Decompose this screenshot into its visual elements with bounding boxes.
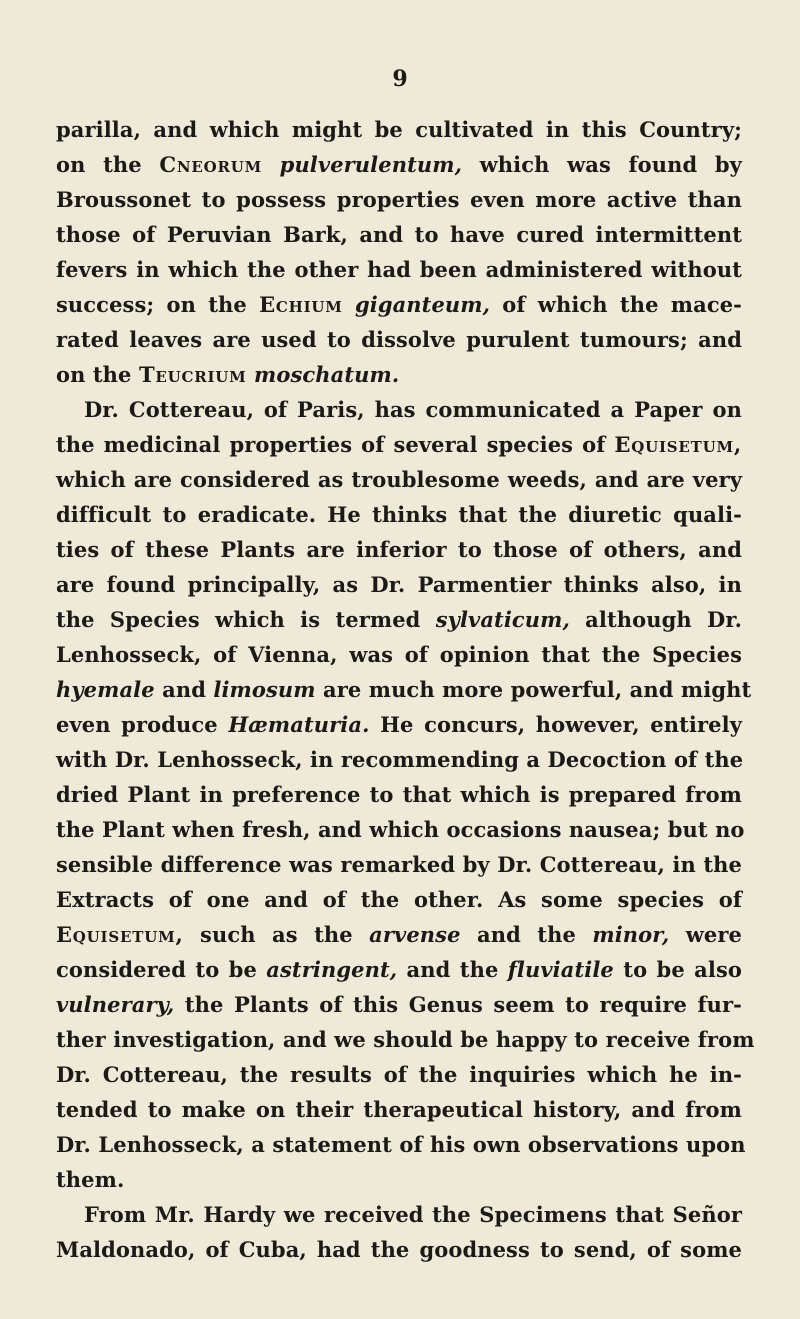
text-run: of which the mace-: [490, 292, 742, 317]
text-line: From Mr. Hardy we received the Specimens that Señor: [84, 1202, 742, 1227]
text-line: which are considered as troublesome weeds, and are very: [56, 467, 742, 492]
text-line: ties of these Plants are inferior to those of others, and: [56, 537, 742, 562]
text-run: which was found by: [462, 152, 742, 177]
text-line: fevers in which the other had been administered without: [56, 257, 742, 282]
text-line: those of Peruvian Bark, and to have cured intermittent: [56, 222, 742, 247]
text-run: [343, 292, 355, 317]
text-run: the Plants of this Genus seem to require fur-: [174, 992, 742, 1017]
text-run: although Dr.: [569, 607, 742, 632]
body-text: [56, 112, 755, 1267]
species-name: limosum: [213, 677, 316, 702]
species-name: vulnerary,: [56, 992, 175, 1017]
text-line: [56, 672, 752, 707]
text-line: [56, 147, 742, 182]
text-line: dried Plant in preference to that which is prepared from: [56, 782, 742, 807]
text-line: the Plant when fresh, and which occasions nausea; but no: [56, 817, 745, 842]
genus-name: Equisetum,: [614, 432, 742, 457]
text-line: Maldonado, of Cuba, had the goodness to send, of some: [56, 1237, 742, 1262]
text-line: Broussonet to possess properties even more active than: [56, 187, 742, 212]
text-line: [56, 287, 742, 322]
species-name: moschatum.: [254, 362, 400, 387]
text-line: Extracts of one and of the other. As some species of: [56, 887, 742, 912]
genus-name: Cneorum: [159, 152, 263, 177]
species-name: minor,: [592, 922, 670, 947]
text-line: [56, 357, 742, 392]
species-name: giganteum,: [354, 292, 491, 317]
species-name: sylvaticum,: [435, 607, 570, 632]
text-line: with Dr. Lenhosseck, in recommending a Decoction of the: [56, 747, 744, 772]
text-run: success; on the: [56, 292, 260, 317]
page-number: 9: [392, 66, 408, 92]
text-run: and the: [460, 922, 593, 947]
genus-name: Equisetum,: [56, 922, 184, 947]
text-run: [247, 362, 254, 387]
text-run: are much more powerful, and might: [315, 677, 752, 702]
text-line: [56, 707, 742, 742]
text-run: [262, 152, 280, 177]
text-line: difficult to eradicate. He thinks that the diuretic quali-: [56, 502, 742, 527]
species-name: hyemale: [56, 677, 155, 702]
text-line: sensible difference was remarked by Dr. Cottereau, in the: [56, 852, 742, 877]
text-line: [56, 602, 742, 637]
text-line: ther investigation, and we should be happy to receive from: [56, 1027, 755, 1052]
text-line: Dr. Cottereau, the results of the inquiries which he in-: [56, 1062, 742, 1087]
text-line: [56, 987, 742, 1022]
text-line: are found principally, as Dr. Parmentier thinks also, in: [56, 572, 742, 597]
species-name: fluviatile: [507, 957, 614, 982]
text-run: considered to be: [56, 957, 267, 982]
text-run: even produce: [56, 712, 229, 737]
text-line: [56, 917, 742, 952]
species-name: Hæmaturia.: [228, 712, 370, 737]
text-line: tended to make on their therapeutical history, and from: [56, 1097, 742, 1122]
text-run: and: [154, 677, 214, 702]
text-run: on the: [56, 152, 160, 177]
genus-name: Echium: [259, 292, 343, 317]
genus-name: Teucrium: [138, 362, 247, 387]
text-line: Dr. Cottereau, of Paris, has communicated a Paper on: [84, 397, 742, 422]
text-line: Dr. Lenhosseck, a statement of his own observations upon: [56, 1132, 746, 1157]
text-run: the medicinal properties of several species of: [56, 432, 615, 457]
text-line: [56, 952, 742, 987]
text-line: parilla, and which might be cultivated in this Country;: [56, 117, 742, 142]
text-run: He concurs, however, entirely: [369, 712, 743, 737]
species-name: astringent,: [266, 957, 398, 982]
species-name: arvense: [369, 922, 461, 947]
species-name: pulverulentum,: [279, 152, 462, 177]
text-line: Lenhosseck, of Vienna, was of opinion that the Species: [56, 642, 742, 667]
text-run: were: [669, 922, 742, 947]
text-line: rated leaves are used to dissolve purulent tumours; and: [56, 327, 742, 352]
text-line: [56, 427, 742, 462]
text-run: on the: [56, 362, 139, 387]
text-run: the Species which is termed: [56, 607, 436, 632]
text-run: such as the: [183, 922, 370, 947]
text-run: and the: [397, 957, 508, 982]
text-line: them.: [56, 1167, 125, 1192]
text-run: to be also: [613, 957, 742, 982]
